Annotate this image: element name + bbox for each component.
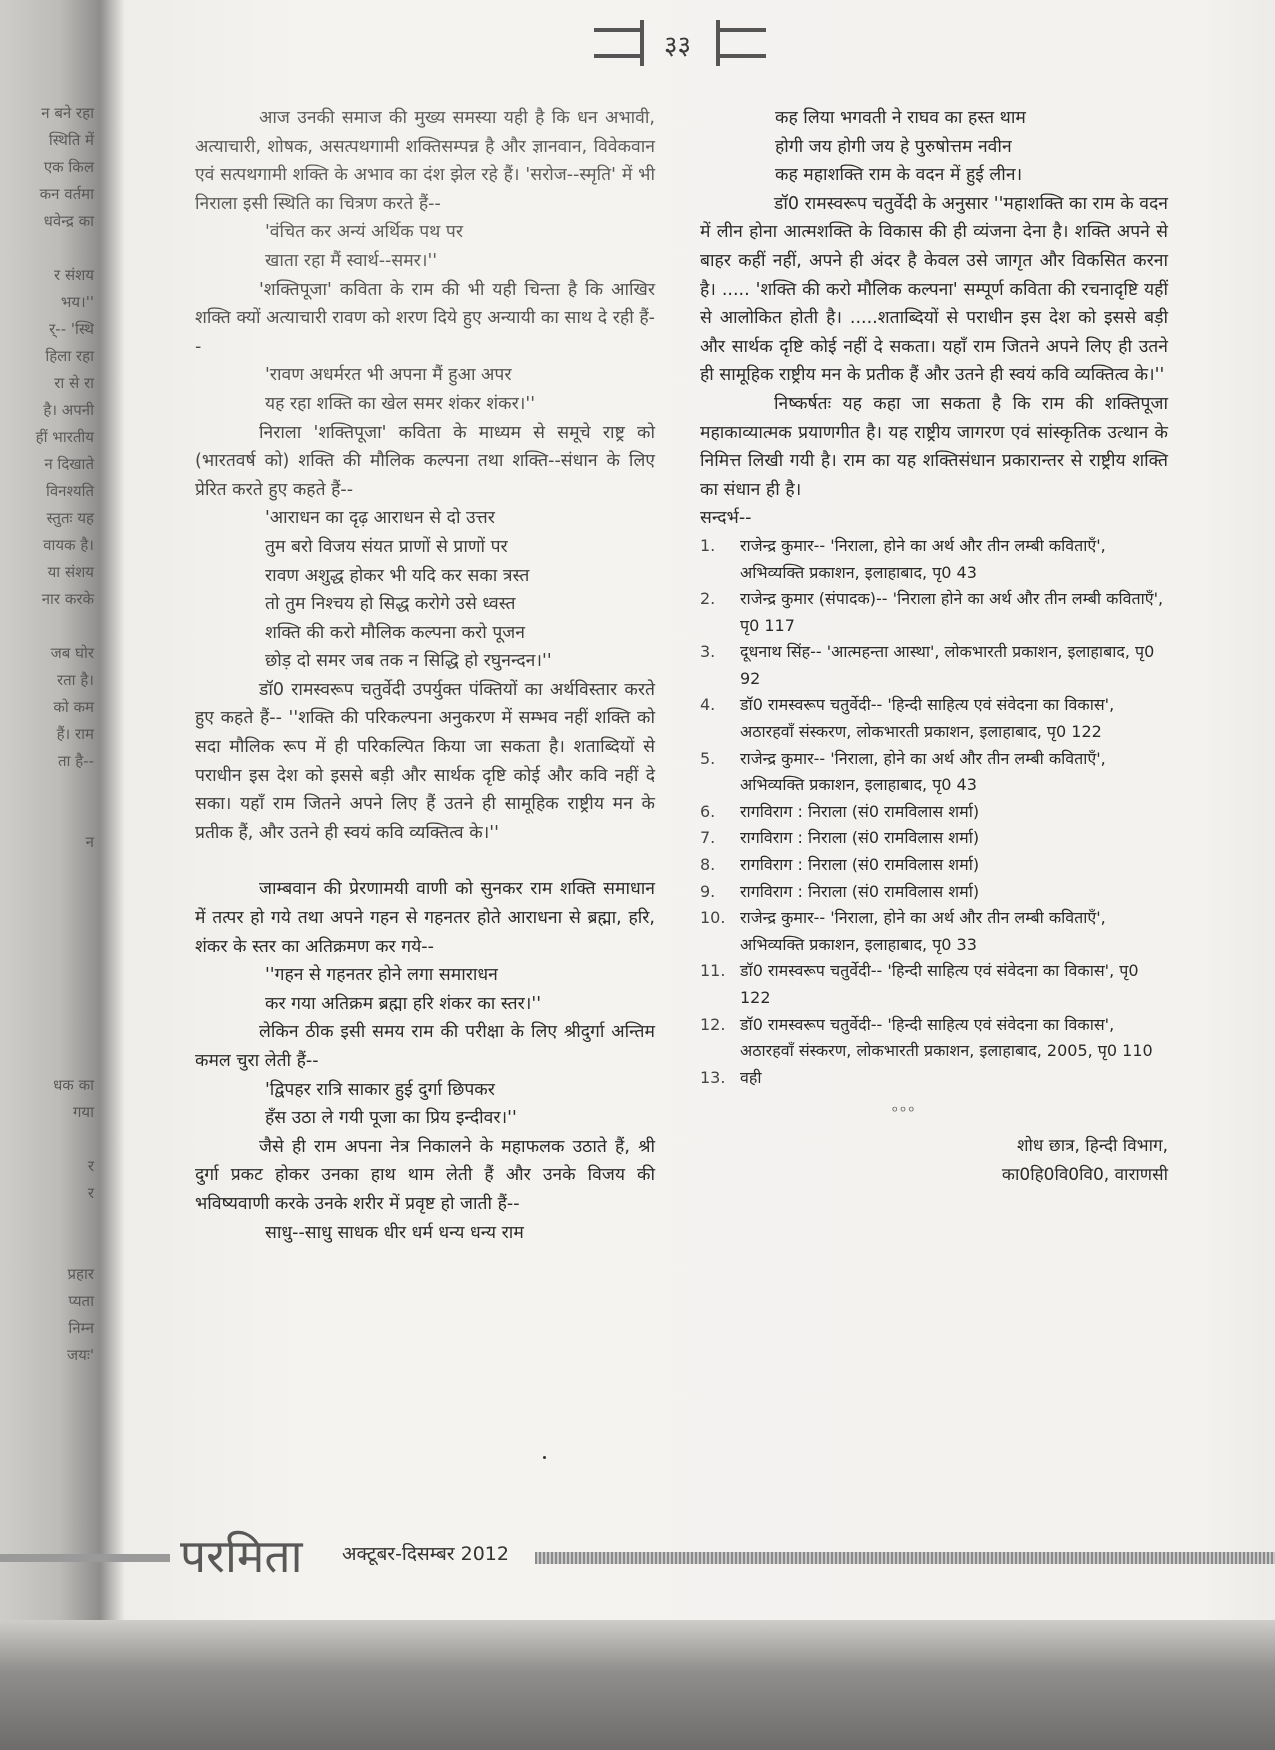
reference-number: 9. [700,881,716,901]
reference-text: डॉ0 रामस्वरूप चतुर्वेदी-- 'हिन्दी साहित्य एवं संवेदना का विकास', पृ0 122 [740,961,1139,1007]
fragment-line: प्यता [68,1292,94,1310]
fragment-line [0,1207,94,1234]
verse-block [195,1076,655,1133]
left-column [195,104,655,1247]
verse-block [700,104,1168,190]
reference-text: डॉ0 रामस्वरूप चतुर्वेदी-- 'हिन्दी साहित्य एवं संवेदना का विकास', अठारहवाँ संस्करण, लोकभारती प्रकाशन, इलाहाबाद, पृ0 122 [740,695,1115,742]
reference-item [700,1012,1168,1065]
reference-number: 4. [700,695,716,715]
fragment-line: प्रहार [67,1265,94,1283]
reference-item [700,905,1168,958]
reference-item [700,1065,1168,1092]
verse-line: छोड़ दो समर जब तक न सिद्धि हो रघुनन्दन।'' [265,651,552,672]
page-footer [180,1526,1275,1586]
reference-text: राजेन्द्र कुमार-- 'निराला, होने का अर्थ और तीन लम्बी कविताएँ', अभिव्यक्ति प्रकाशन, इलाहाबाद, पृ0 43 [740,535,1106,582]
fragment-line [0,235,94,262]
reference-item [700,825,1168,852]
fragment-line: है। अपनी [43,401,94,419]
issue-date: अक्टूबर-दिसम्बर 2012 [342,1543,509,1565]
reference-item [700,879,1168,906]
reference-item [700,746,1168,799]
verse-line: खाता रहा मैं स्वार्थ--समर।'' [265,250,438,271]
fragment-line: न [85,833,94,851]
paragraph: निराला 'शक्तिपूजा' कविता के माध्यम से समूचे राष्ट्र को (भारतवर्ष को) शक्ति की मौलिक कल्पना तथा शक्ति--संधान के लिए प्रेरित करते हुए कहते हैं-- [195,422,655,500]
fragment-line [0,856,94,883]
reference-item [700,586,1168,639]
paragraph: 'शक्तिपूजा' कविता के राम की भी यही चिन्ता है कि आखिर शक्ति क्यों अत्याचारी रावण को शरण दिये हुए अन्यायी का साथ दे रही हैं-- [195,279,655,357]
fragment-line [0,1234,94,1261]
author-byline [700,1132,1168,1190]
reference-number: 10. [700,908,726,928]
verse-line: तो तुम निश्चय हो सिद्ध करोगे उसे ध्वस्त [265,594,516,615]
verse-block [195,504,655,676]
verse-line: यह रहा शक्ति का खेल समर शंकर शंकर।'' [265,393,536,414]
reference-number: 2. [700,589,716,609]
reference-text: रागविराग : निराला (सं0 रामविलास शर्मा) [740,801,980,821]
fragment-line: नार करके [41,590,94,608]
reference-number: 12. [700,1014,726,1034]
paragraph: डॉ0 रामस्वरूप चतुर्वेदी के अनुसार ''महाशक्ति का राम के वदन में लीन होना आत्मशक्ति के विकास की ही व्यंजना देना है। शक्ति अपने से बाहर कहीं नहीं, अपने ही अंदर है केवल उसे जागृत और विकसित करना है। ..... 'शक्ति की करो मौलिक कल्पना' सम्पूर्ण कविता की रचनादृष्टि यहीं से आलोकित होती है। .....शताब्दियों से पराधीन इस देश को इससे बड़ी और सार्थक दृष्टि कोई नहीं दे सकता। यहाँ राम जितने अपने लिए ही उतने ही सामूहिक राष्ट्रीय मन के प्रतीक हैं और उतने ही स्वयं कवि व्यक्तित्व के।'' [700,193,1169,386]
verse-block [195,961,655,1018]
fragment-line: या संशय [47,563,94,581]
fragment-line [0,910,94,937]
fragment-line [0,1045,94,1072]
magazine-logo: परमिता [180,1529,303,1583]
verse-line: साधु--साधु साधक धीर धर्म धन्य धन्य राम [265,1222,524,1243]
fragment-line: हैं। राम [56,725,94,743]
reference-list [700,533,1168,1091]
reference-text: वही [740,1067,762,1087]
paragraph: निष्कर्षतः यह कहा जा सकता है कि राम की शक्तिपूजा महाकाव्यात्मक प्रयाणगीत है। यह राष्ट्रीय जागरण एवं सांस्कृतिक उत्थान के निमित्त लिखी गयी है। राम का यह शक्तिसंधान प्रकारान्तर से राष्ट्रीय शक्ति का संधान ही है। [700,393,1168,500]
fragment-line [0,613,94,640]
reference-item [700,533,1168,586]
verse-line: तुम बरो विजय संयत प्राणों से प्राणों पर [265,536,508,557]
fragment-line: धक का [53,1076,94,1094]
reference-text: रागविराग : निराला (सं0 रामविलास शर्मा) [740,828,980,848]
fragment-line: निम्न [68,1319,94,1337]
fragment-line: र संशय [54,266,94,284]
verse-line: कह लिया भगवती ने राघव का हस्त थाम [775,108,1026,128]
verse-line: कह महाशक्ति राम के वदन में हुई लीन। [775,165,1023,186]
fragment-line: रा से रा [54,374,94,392]
fragment-line: हीं भारतीय [35,428,94,446]
paragraph: जाम्बवान की प्रेरणामयी वाणी को सुनकर राम शक्ति समाधान में तत्पर हो गये तथा अपने गहन से गहनतर होते आराधना से ब्रह्मा, हरि, शंकर के स्तर का अतिक्रमण कर गये-- [195,879,655,957]
reference-number: 8. [700,855,716,875]
paragraph: डॉ0 रामस्वरूप चतुर्वेदी उपर्युक्त पंक्तियों का अर्थविस्तार करते हुए कहते हैं-- ''शक्ति की परिकल्पना अनुकरण में सम्भव नहीं शक्ति को सदा मौलिक रूप में ही परिकल्पित किया जा सकता है। शताब्दियों से पराधीन इस देश को इससे बड़ी और सार्थक दृष्टि कोई और कवि नहीं दे सका। यहाँ राम जितने अपने लिए हैं उतने ही सामूहिक राष्ट्रीय मन के प्रतीक हैं, और उतने ही स्वयं कवि व्यक्तित्व के।'' [195,679,655,843]
reference-text: रागविराग : निराला (सं0 रामविलास शर्मा) [740,881,980,901]
verse-line: रावण अशुद्ध होकर भी यदि कर सका त्रस्त [265,565,530,586]
section-separator: ००० [891,1102,917,1117]
reference-number: 6. [700,801,716,821]
verse-line: 'द्विपहर रात्रि साकार हुई दुर्गा छिपकर [265,1079,495,1100]
fragment-line: विनश्यति [45,482,94,500]
reference-item [700,958,1168,1011]
verse-line: शक्ति की करो मौलिक कल्पना करो पूजन [265,622,526,643]
reference-text: राजेन्द्र कुमार (संपादक)-- 'निराला होने का अर्थ और तीन लम्बी कविताएँ', पृ0 117 [740,589,1164,635]
verse-block [195,1219,655,1248]
fragment-line [0,802,94,829]
paragraph: लेकिन ठीक इसी समय राम की परीक्षा के लिए श्रीदुर्गा अन्तिम कमल चुरा लेती हैं-- [195,1022,655,1071]
reference-number: 5. [700,748,716,768]
reference-item [700,692,1168,745]
fragment-line: स्तुतः यह [46,509,94,527]
fragment-line: गया [72,1103,94,1121]
scan-shadow [0,1620,1275,1750]
reference-number: 11. [700,961,726,981]
fragment-line: कन वर्तमा [39,185,94,203]
fragment-line: रता है। [57,671,94,689]
reference-item [700,799,1168,826]
references-heading: सन्दर्भ-- [700,508,752,529]
fragment-line: र [87,1157,94,1175]
right-column [700,104,1168,1190]
verse-block [195,361,655,418]
reference-text: दूधनाथ सिंह-- 'आत्महन्ता आस्था', लोकभारती प्रकाशन, इलाहाबाद, पृ0 92 [740,642,1155,688]
fragment-line [0,937,94,964]
fragment-line [0,1018,94,1045]
fragment-line: न दिखाते [44,455,94,473]
scan-speck [543,1456,546,1459]
previous-page-fragment [0,100,100,1520]
fragment-line: एक किल [43,158,94,176]
reference-item [700,852,1168,879]
footer-rule [535,1552,1275,1564]
fragment-line: जब घोर [50,644,94,662]
reference-number: 1. [700,535,716,555]
reference-text: राजेन्द्र कुमार-- 'निराला, होने का अर्थ और तीन लम्बी कविताएँ', अभिव्यक्ति प्रकाशन, इलाहाबाद, पृ0 43 [740,748,1106,795]
footer-rule [0,1554,170,1562]
paragraph: जैसे ही राम अपना नेत्र निकालने के महाफलक उठाते हैं, श्री दुर्गा प्रकट होकर उनका हाथ थाम लेती हैं और उनके विजय की भविष्यवाणी करके उनके शरीर में प्रवृष्ट हो जाती हैं-- [195,1136,655,1214]
fragment-line: र्-- 'स्थि [49,320,94,338]
paragraph: आज उनकी समाज की मुख्य समस्या यही है कि धन अभावी, अत्याचारी, शोषक, असत्पथगामी शक्तिसम्पन्न है और ज्ञानवान, विवेकवान एवं सत्पथगामी शक्ति के अभाव का दंश झेल रहे हैं। 'सरोज--स्मृति' में भी निराला इसी स्थिति का चित्रण करते हैं-- [195,108,655,214]
byline-line: का0हि0वि0वि0, वाराणसी [1001,1164,1168,1185]
fragment-line: धवेन्द्र का [43,212,94,230]
verse-line: कर गया अतिक्रम ब्रह्मा हरि शंकर का स्तर।'' [265,993,542,1014]
fragment-line: न बने रहा [41,104,94,122]
reference-number: 7. [700,828,716,848]
verse-line: 'वंचित कर अन्यं अर्थिक पथ पर [265,222,463,243]
page-number: ३३ [664,31,692,61]
reference-text: रागविराग : निराला (सं0 रामविलास शर्मा) [740,855,980,875]
verse-line: होगी जय होगी जय हे पुरुषोत्तम नवीन [775,136,1012,157]
fragment-line: हिला रहा [45,347,94,365]
fragment-line: जयः' [67,1346,94,1364]
fragment-line: स्थिति में [48,131,94,149]
fragment-line [0,991,94,1018]
reference-number: 3. [700,642,716,662]
fragment-line: को कम [53,698,94,716]
fragment-line [0,964,94,991]
verse-block [195,218,655,275]
byline-line: शोध छात्र, हिन्दी विभाग, [1016,1135,1168,1156]
verse-line: हँस उठा ले गयी पूजा का प्रिय इन्दीवर।'' [265,1108,517,1129]
reference-item [700,639,1168,692]
verse-line: ''गहन से गहनतर होने लगा समाराधन [265,965,498,986]
fragment-line: र [87,1184,94,1202]
reference-text: डॉ0 रामस्वरूप चतुर्वेदी-- 'हिन्दी साहित्य एवं संवेदना का विकास', अठारहवाँ संस्करण, लोकभारती प्रकाशन, इलाहाबाद, 2005, पृ0 110 [740,1014,1153,1061]
verse-line: 'आराधन का दृढ़ आराधन से दो उत्तर [265,508,495,529]
reference-number: 13. [700,1067,726,1087]
fragment-line [0,883,94,910]
verse-line: 'रावण अधर्मरत भी अपना मैं हुआ अपर [265,365,512,386]
fragment-line: वायक है। [43,536,94,554]
fragment-line: ता है-- [58,752,94,770]
reference-text: राजेन्द्र कुमार-- 'निराला, होने का अर्थ और तीन लम्बी कविताएँ', अभिव्यक्ति प्रकाशन, इलाहाबाद, पृ0 33 [740,908,1106,954]
fragment-line: भय।'' [60,293,94,311]
fragment-line [0,775,94,802]
fragment-line [0,1126,94,1153]
